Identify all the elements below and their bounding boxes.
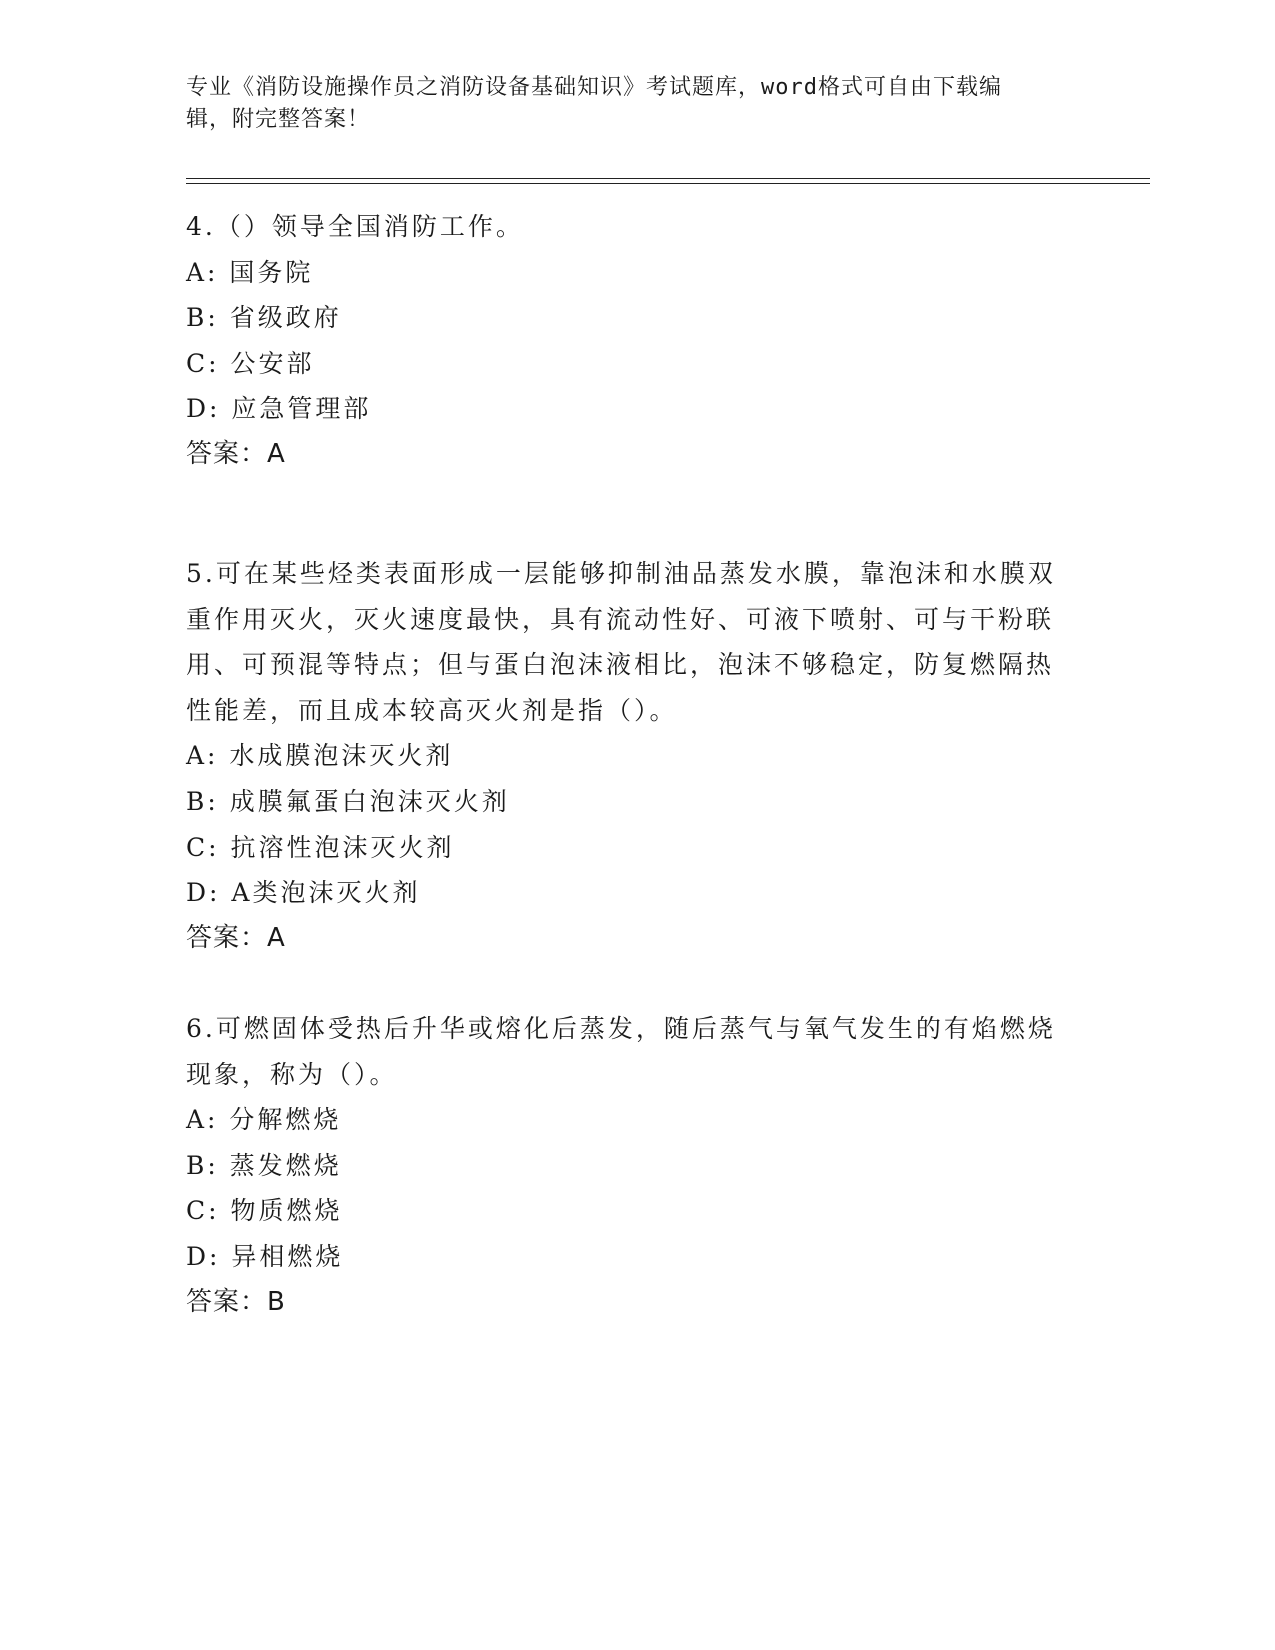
header-divider-bottom [186,183,1150,184]
header-line-1: 专业《消防设施操作员之消防设备基础知识》考试题库，word格式可自由下载编 [186,75,1002,100]
question-5 [186,551,1066,961]
option-c: C: 公安部 [186,348,315,378]
header-divider-top [186,178,1150,179]
option-d: D: A类泡沫灭火剂 [186,878,421,908]
option-b: B: 蒸发燃烧 [186,1150,342,1180]
option-b: B: 省级政府 [186,303,342,333]
option-d: D: 异相燃烧 [186,1241,344,1271]
question-stem: 4.（）领导全国消防工作。 [186,212,524,241]
option-a: A: 国务院 [186,257,314,287]
header-line-2: 辑，附完整答案！ [186,107,371,132]
answer: 答案：B [186,1286,286,1317]
option-a: A: 分解燃烧 [186,1105,342,1135]
option-d: D: 应急管理部 [186,394,372,424]
question-6 [186,1006,1066,1325]
document-header [186,72,1066,136]
answer: 答案：A [186,438,286,469]
option-c: C: 物质燃烧 [186,1196,343,1226]
option-c: C: 抗溶性泡沫灭火剂 [186,832,455,862]
question-stem: 5.可在某些烃类表面形成一层能够抑制油品蒸发水膜，靠泡沫和水膜双重作用灭火，灭火速度最快，具有流动性好、可液下喷射、可与干粉联用、可预混等特点；但与蛋白泡沫液相比，泡沫不够稳定，防复燃隔热性能差，而且成本较高灭火剂是指（）。 [186,559,1056,725]
question-stem: 6.可燃固体受热后升华或熔化后蒸发，随后蒸气与氧气发生的有焰燃烧现象，称为（）。 [186,1014,1056,1089]
option-a: A: 水成膜泡沫灭火剂 [186,741,454,771]
option-b: B: 成膜氟蛋白泡沫灭火剂 [186,786,510,816]
question-4 [186,204,1066,478]
answer: 答案：A [186,922,286,953]
